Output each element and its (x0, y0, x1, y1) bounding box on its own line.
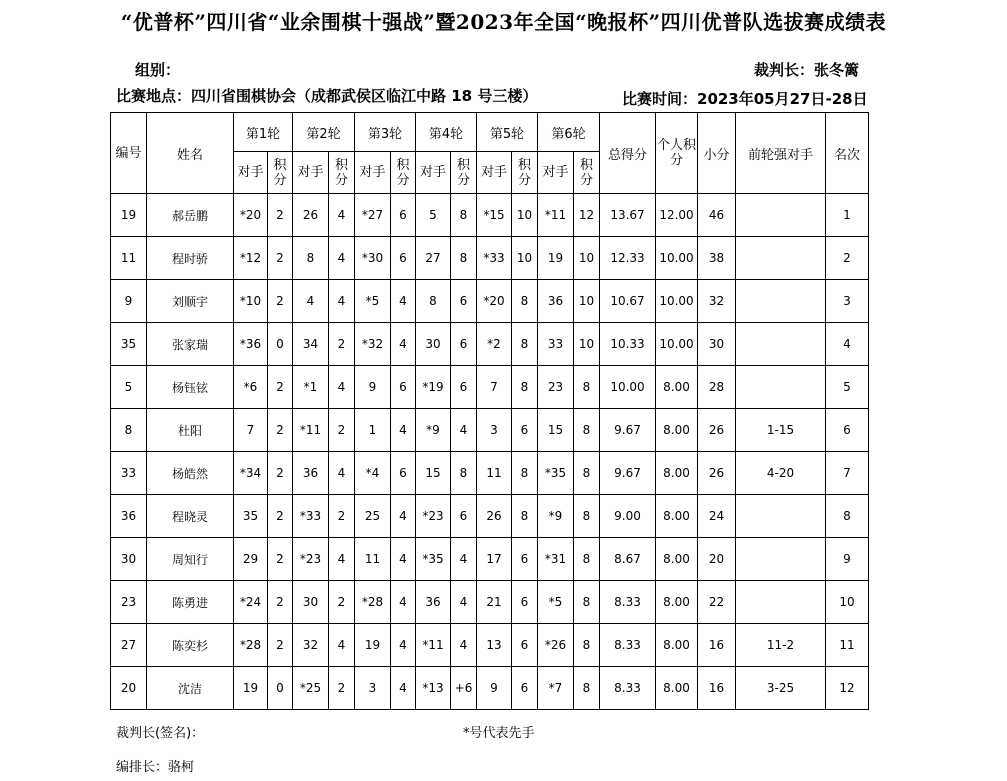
round-opponent: *6 (234, 366, 268, 409)
player-number: 8 (111, 409, 147, 452)
round-points: 2 (329, 495, 355, 538)
header-round-4: 第4轮 (416, 113, 477, 152)
personal-points: 12.00 (656, 194, 698, 237)
round-opponent: 11 (477, 452, 512, 495)
round-points: 2 (268, 624, 293, 667)
table-row (111, 452, 869, 495)
round-opponent: 5 (416, 194, 451, 237)
rank: 12 (826, 667, 869, 710)
round-opponent: *20 (234, 194, 268, 237)
rank: 8 (826, 495, 869, 538)
round-points: 8 (574, 409, 600, 452)
round-points: 4 (329, 538, 355, 581)
rank: 2 (826, 237, 869, 280)
rank: 4 (826, 323, 869, 366)
total-score: 8.33 (600, 624, 656, 667)
rank: 7 (826, 452, 869, 495)
tiebreak-score: 32 (698, 280, 736, 323)
round-opponent: 32 (293, 624, 329, 667)
first-move-note: *号代表先手 (463, 726, 535, 741)
header-opponent: 对手 (416, 152, 451, 194)
round-opponent: *11 (416, 624, 451, 667)
page-title: “优普杯”四川省“业余围棋十强战”暨2023年全国“晚报杯”四川优普队选拔赛成绩表 (120, 10, 887, 34)
round-points: 4 (391, 667, 416, 710)
previous-strong-opponent (736, 323, 826, 366)
round-opponent: *25 (293, 667, 329, 710)
player-name: 刘顺宇 (147, 280, 234, 323)
header-round-3: 第3轮 (355, 113, 416, 152)
round-opponent: 19 (538, 237, 574, 280)
tiebreak-score: 38 (698, 237, 736, 280)
round-points: 4 (329, 280, 355, 323)
rank: 5 (826, 366, 869, 409)
player-name: 程时骄 (147, 237, 234, 280)
round-opponent: 25 (355, 495, 391, 538)
round-points: 2 (268, 366, 293, 409)
header-round-2: 第2轮 (293, 113, 355, 152)
round-points: 2 (268, 452, 293, 495)
header-points: 积分 (391, 152, 416, 194)
round-points: 6 (451, 280, 477, 323)
round-opponent: 3 (477, 409, 512, 452)
table-row (111, 624, 869, 667)
player-number: 27 (111, 624, 147, 667)
round-opponent: 35 (234, 495, 268, 538)
round-points: 2 (268, 280, 293, 323)
round-opponent: 15 (416, 452, 451, 495)
rank: 3 (826, 280, 869, 323)
round-points: 2 (329, 323, 355, 366)
round-points: 4 (391, 624, 416, 667)
round-points: 6 (451, 366, 477, 409)
total-score: 8.33 (600, 581, 656, 624)
round-points: 4 (451, 624, 477, 667)
personal-points: 8.00 (656, 538, 698, 581)
round-opponent: 15 (538, 409, 574, 452)
tiebreak-score: 26 (698, 409, 736, 452)
group-label: 组别： (135, 61, 181, 79)
round-points: 8 (512, 495, 538, 538)
total-score: 9.00 (600, 495, 656, 538)
previous-strong-opponent (736, 194, 826, 237)
round-opponent: 36 (293, 452, 329, 495)
round-opponent: *15 (477, 194, 512, 237)
round-opponent: 3 (355, 667, 391, 710)
round-points: 6 (451, 495, 477, 538)
header-prev-opponent: 前轮强对手 (736, 113, 826, 194)
table-row (111, 194, 869, 237)
player-number: 9 (111, 280, 147, 323)
round-opponent: *28 (234, 624, 268, 667)
round-points: 8 (512, 323, 538, 366)
round-opponent: *35 (416, 538, 451, 581)
round-opponent: 7 (477, 366, 512, 409)
match-time: 比赛时间：2023年05月27日-28日 (622, 90, 868, 108)
header-rank: 名次 (826, 113, 869, 194)
header-name: 姓名 (147, 113, 234, 194)
round-opponent: 8 (416, 280, 451, 323)
table-row (111, 667, 869, 710)
player-number: 23 (111, 581, 147, 624)
round-opponent: *30 (355, 237, 391, 280)
round-points: 2 (268, 538, 293, 581)
round-points: 6 (512, 667, 538, 710)
round-opponent: *33 (477, 237, 512, 280)
round-opponent: *9 (538, 495, 574, 538)
round-points: 4 (391, 538, 416, 581)
round-opponent: 36 (416, 581, 451, 624)
personal-points: 8.00 (656, 366, 698, 409)
round-opponent: *32 (355, 323, 391, 366)
round-points: 8 (512, 452, 538, 495)
previous-strong-opponent (736, 495, 826, 538)
player-name: 程晓灵 (147, 495, 234, 538)
header-round-1: 第1轮 (234, 113, 293, 152)
round-opponent: *35 (538, 452, 574, 495)
round-opponent: 30 (293, 581, 329, 624)
player-number: 33 (111, 452, 147, 495)
round-opponent: *10 (234, 280, 268, 323)
round-points: 4 (451, 581, 477, 624)
player-name: 杨钰铉 (147, 366, 234, 409)
rank: 11 (826, 624, 869, 667)
round-points: 0 (268, 323, 293, 366)
previous-strong-opponent: 1-15 (736, 409, 826, 452)
round-points: 4 (391, 581, 416, 624)
round-points: 4 (391, 409, 416, 452)
table-row (111, 538, 869, 581)
player-name: 陈勇进 (147, 581, 234, 624)
round-points: 2 (329, 581, 355, 624)
previous-strong-opponent: 3-25 (736, 667, 826, 710)
rank: 9 (826, 538, 869, 581)
previous-strong-opponent (736, 237, 826, 280)
round-points: 0 (268, 667, 293, 710)
previous-strong-opponent: 4-20 (736, 452, 826, 495)
total-score: 10.00 (600, 366, 656, 409)
round-points: 8 (574, 452, 600, 495)
tiebreak-score: 30 (698, 323, 736, 366)
round-points: 4 (329, 366, 355, 409)
round-opponent: 21 (477, 581, 512, 624)
player-name: 张家瑞 (147, 323, 234, 366)
personal-points: 8.00 (656, 409, 698, 452)
round-points: 8 (574, 366, 600, 409)
tiebreak-score: 46 (698, 194, 736, 237)
tiebreak-score: 22 (698, 581, 736, 624)
round-opponent: *2 (477, 323, 512, 366)
header-round-6: 第6轮 (538, 113, 600, 152)
tiebreak-score: 16 (698, 624, 736, 667)
personal-points: 8.00 (656, 581, 698, 624)
round-opponent: 23 (538, 366, 574, 409)
table-row (111, 237, 869, 280)
round-points: 8 (451, 194, 477, 237)
round-opponent: *33 (293, 495, 329, 538)
round-points: 8 (512, 280, 538, 323)
tiebreak-score: 28 (698, 366, 736, 409)
player-name: 杜阳 (147, 409, 234, 452)
round-opponent: 36 (538, 280, 574, 323)
round-points: 8 (574, 538, 600, 581)
round-points: 2 (329, 667, 355, 710)
round-opponent: *11 (293, 409, 329, 452)
arranger: 编排长：骆柯 (116, 760, 195, 775)
previous-strong-opponent (736, 366, 826, 409)
round-opponent: *19 (416, 366, 451, 409)
round-opponent: *23 (416, 495, 451, 538)
header-number: 编号 (111, 113, 147, 194)
player-name: 沈洁 (147, 667, 234, 710)
table-row (111, 495, 869, 538)
round-opponent: *5 (355, 280, 391, 323)
round-opponent: *4 (355, 452, 391, 495)
round-opponent: 1 (355, 409, 391, 452)
round-opponent: 26 (293, 194, 329, 237)
player-name: 周知行 (147, 538, 234, 581)
player-number: 36 (111, 495, 147, 538)
round-opponent: 34 (293, 323, 329, 366)
round-points: 12 (574, 194, 600, 237)
round-points: 10 (574, 280, 600, 323)
judge-signature: 裁判长(签名)： (116, 726, 205, 741)
header-opponent: 对手 (538, 152, 574, 194)
header-small: 小分 (698, 113, 736, 194)
round-points: 4 (451, 409, 477, 452)
round-opponent: *7 (538, 667, 574, 710)
round-opponent: *13 (416, 667, 451, 710)
chief-judge: 裁判长：张冬篱 (754, 61, 860, 79)
round-points: 6 (512, 538, 538, 581)
round-points: 2 (268, 237, 293, 280)
personal-points: 10.00 (656, 323, 698, 366)
round-points: 2 (268, 194, 293, 237)
round-points: 2 (268, 495, 293, 538)
round-opponent: 19 (355, 624, 391, 667)
round-points: 2 (329, 409, 355, 452)
round-opponent: *5 (538, 581, 574, 624)
round-opponent: *11 (538, 194, 574, 237)
personal-points: 10.00 (656, 237, 698, 280)
round-opponent: *28 (355, 581, 391, 624)
total-score: 10.67 (600, 280, 656, 323)
total-score: 9.67 (600, 409, 656, 452)
header-points: 积分 (451, 152, 477, 194)
header-opponent: 对手 (234, 152, 268, 194)
round-points: 4 (329, 624, 355, 667)
round-opponent: *24 (234, 581, 268, 624)
round-opponent: *20 (477, 280, 512, 323)
total-score: 8.67 (600, 538, 656, 581)
total-score: 9.67 (600, 452, 656, 495)
header-points: 积分 (574, 152, 600, 194)
round-points: 6 (391, 452, 416, 495)
round-points: 6 (512, 409, 538, 452)
round-opponent: 33 (538, 323, 574, 366)
round-opponent: *31 (538, 538, 574, 581)
round-points: 10 (512, 237, 538, 280)
table-row (111, 280, 869, 323)
round-opponent: 9 (477, 667, 512, 710)
round-points: 4 (451, 538, 477, 581)
total-score: 12.33 (600, 237, 656, 280)
header-opponent: 对手 (355, 152, 391, 194)
rank: 6 (826, 409, 869, 452)
round-opponent: *27 (355, 194, 391, 237)
table-row (111, 366, 869, 409)
previous-strong-opponent (736, 581, 826, 624)
rank: 10 (826, 581, 869, 624)
tiebreak-score: 20 (698, 538, 736, 581)
header-personal: 个人积分 (656, 113, 698, 194)
venue: 比赛地点：四川省围棋协会（成都武侯区临江中路 18 号三楼） (116, 87, 538, 105)
player-name: 郝岳鹏 (147, 194, 234, 237)
round-points: 4 (329, 237, 355, 280)
player-number: 35 (111, 323, 147, 366)
round-opponent: *34 (234, 452, 268, 495)
results-table (110, 112, 869, 710)
table-row (111, 409, 869, 452)
personal-points: 8.00 (656, 624, 698, 667)
round-points: 8 (451, 237, 477, 280)
tiebreak-score: 26 (698, 452, 736, 495)
round-opponent: 11 (355, 538, 391, 581)
round-points: 4 (391, 323, 416, 366)
header-opponent: 对手 (293, 152, 329, 194)
round-points: 8 (574, 624, 600, 667)
round-opponent: 4 (293, 280, 329, 323)
header-round-5: 第5轮 (477, 113, 538, 152)
total-score: 8.33 (600, 667, 656, 710)
round-opponent: 9 (355, 366, 391, 409)
round-points: 2 (268, 581, 293, 624)
personal-points: 10.00 (656, 280, 698, 323)
round-opponent: 26 (477, 495, 512, 538)
round-points: 8 (574, 495, 600, 538)
previous-strong-opponent (736, 538, 826, 581)
header-total: 总得分 (600, 113, 656, 194)
round-points: 8 (451, 452, 477, 495)
round-points: 8 (512, 366, 538, 409)
table-row (111, 581, 869, 624)
round-points: 4 (391, 495, 416, 538)
round-points: 6 (391, 366, 416, 409)
round-opponent: 29 (234, 538, 268, 581)
player-number: 30 (111, 538, 147, 581)
rank: 1 (826, 194, 869, 237)
round-points: 4 (391, 280, 416, 323)
player-number: 5 (111, 366, 147, 409)
header-points: 积分 (512, 152, 538, 194)
round-opponent: 27 (416, 237, 451, 280)
round-points: 6 (512, 581, 538, 624)
player-name: 陈奕杉 (147, 624, 234, 667)
header-opponent: 对手 (477, 152, 512, 194)
round-points: 4 (329, 452, 355, 495)
round-opponent: 13 (477, 624, 512, 667)
tiebreak-score: 16 (698, 667, 736, 710)
round-points: 10 (574, 323, 600, 366)
previous-strong-opponent: 11-2 (736, 624, 826, 667)
round-opponent: 17 (477, 538, 512, 581)
player-name: 杨皓然 (147, 452, 234, 495)
tiebreak-score: 24 (698, 495, 736, 538)
player-number: 20 (111, 667, 147, 710)
round-opponent: *36 (234, 323, 268, 366)
round-opponent: *23 (293, 538, 329, 581)
round-opponent: *1 (293, 366, 329, 409)
header-points: 积分 (268, 152, 293, 194)
personal-points: 8.00 (656, 667, 698, 710)
previous-strong-opponent (736, 280, 826, 323)
player-number: 19 (111, 194, 147, 237)
personal-points: 8.00 (656, 495, 698, 538)
total-score: 13.67 (600, 194, 656, 237)
round-points: 2 (268, 409, 293, 452)
round-opponent: *12 (234, 237, 268, 280)
player-number: 11 (111, 237, 147, 280)
round-points: 4 (329, 194, 355, 237)
personal-points: 8.00 (656, 452, 698, 495)
round-points: +6 (451, 667, 477, 710)
round-opponent: 30 (416, 323, 451, 366)
round-opponent: *26 (538, 624, 574, 667)
round-opponent: *9 (416, 409, 451, 452)
round-points: 6 (391, 237, 416, 280)
round-opponent: 7 (234, 409, 268, 452)
round-points: 10 (512, 194, 538, 237)
round-points: 8 (574, 581, 600, 624)
total-score: 10.33 (600, 323, 656, 366)
round-opponent: 8 (293, 237, 329, 280)
round-points: 6 (512, 624, 538, 667)
round-opponent: 19 (234, 667, 268, 710)
round-points: 6 (451, 323, 477, 366)
round-points: 10 (574, 237, 600, 280)
table-row (111, 323, 869, 366)
round-points: 8 (574, 667, 600, 710)
header-points: 积分 (329, 152, 355, 194)
round-points: 6 (391, 194, 416, 237)
